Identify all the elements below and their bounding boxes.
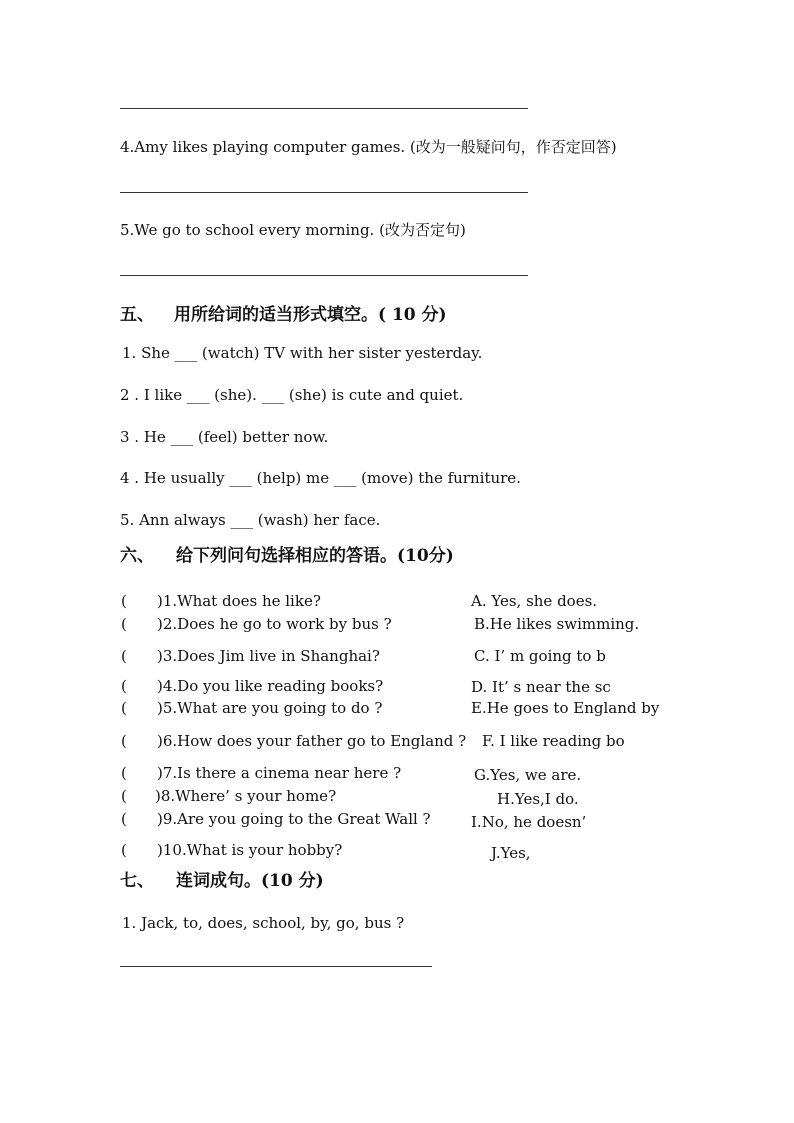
fill-item-1: 1. She ___ (watch) TV with her sister yesterday. [122,344,483,362]
order-item-1: 1. Jack, to, does, school, by, go, bus ? [122,914,405,932]
answer-line [120,192,528,193]
question-4: 4.Amy likes playing computer games. (改为一般疑问句，作否定回答) [120,138,617,156]
fill-item-5: 5. Ann always ___ (wash) her face. [120,511,381,529]
fill-item-2: 2 . I like ___ (she). ___ (she) is cute and quiet. [120,386,464,404]
answer-line [120,108,528,109]
match-question: )4.Do you like reading books? [157,677,384,695]
match-answer: I.No, he doesn’ [471,813,587,831]
section7-number: 七、 [120,871,154,891]
match-answer: A. Yes, she does. [471,592,598,610]
match-question: )5.What are you going to do ? [157,699,383,717]
match-paren: ( [121,732,127,750]
match-paren: ( [121,699,127,717]
match-question: )8.Where’ s your home? [155,787,337,805]
fill-item-3: 3 . He ___ (feel) better now. [120,428,329,446]
section5-title: 用所给词的适当形式填空。( 10 分) [174,305,447,325]
question-5: 5.We go to school every morning. (改为否定句) [120,221,466,239]
fill-item-4: 4 . He usually ___ (help) me ___ (move) the furniture. [120,469,521,487]
match-answer: G.Yes, we are. [474,766,582,784]
section6-number: 六、 [120,546,154,566]
match-answer: B.He likes swimming. [474,615,640,633]
match-question: )10.What is your hobby? [157,841,343,859]
match-paren: ( [121,810,127,828]
match-answer: J.Yes, [491,844,531,862]
match-question: )2.Does he go to work by bus ? [157,615,392,633]
match-question: )7.Is there a cinema near here ? [157,764,402,782]
match-paren: ( [121,677,127,695]
answer-line [120,966,432,967]
match-paren: ( [121,764,127,782]
match-question: )3.Does Jim live in Shanghai? [157,647,380,665]
match-question: )6.How does your father go to England ? [157,732,467,750]
match-paren: ( [121,615,127,633]
match-question: )1.What does he like? [157,592,321,610]
match-answer: C. I’ m going to b [474,647,606,665]
match-question: )9.Are you going to the Great Wall ? [157,810,431,828]
match-paren: ( [121,787,127,805]
section7-title: 连词成句。(10 分) [176,871,324,891]
match-answer: F. I like reading bo [482,732,625,750]
match-answer: E.He goes to England by [471,699,660,717]
section6-title: 给下列问句选择相应的答语。(10分) [176,546,454,566]
match-paren: ( [121,647,127,665]
match-answer: D. It’ s near the sc [471,678,611,696]
section5-number: 五、 [120,305,154,325]
match-paren: ( [121,841,127,859]
match-answer: H.Yes,I do. [497,790,579,808]
match-paren: ( [121,592,127,610]
answer-line [120,275,528,276]
